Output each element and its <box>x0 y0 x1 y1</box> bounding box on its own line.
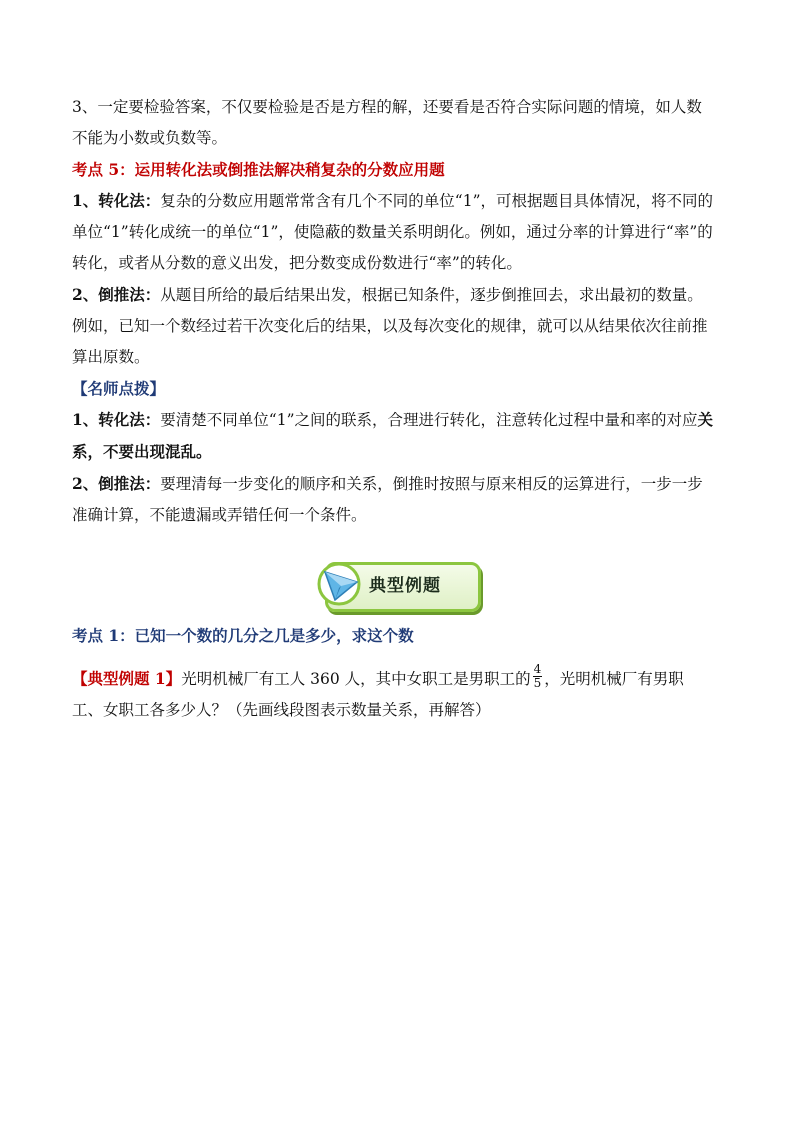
example1-text-before: 光明机械厂有工人 360 人，其中女职工是男职工的 <box>181 670 531 688</box>
banner-label: 典型例题 <box>369 576 441 596</box>
example1-line2: 工、女职工各多少人？（先画线段图表示数量关系，再解答） <box>72 701 491 719</box>
fraction-four-fifths <box>533 663 543 690</box>
tips-heading: 【名师点拨】 <box>72 379 166 398</box>
document-body <box>72 92 724 531</box>
backward-method-label: 2、倒推法： <box>72 285 161 304</box>
backward-line3: 算出原数。 <box>72 348 150 366</box>
kaodian1-heading: 考点 1：已知一个数的几分之几是多少，求这个数 <box>72 626 414 645</box>
tip2-line2: 准确计算，不能遗漏或弄错任何一个条件。 <box>72 506 367 524</box>
conversion-line1: 复杂的分数应用题常常含有几个不同的单位“1”，可根据题目具体情况，将不同的 <box>160 192 714 210</box>
tip1-line2: 系，不要出现混乱。 <box>72 442 212 461</box>
tip1-line1: 要清楚不同单位“1”之间的联系，合理进行转化，注意转化过程中量和率的对应 <box>160 411 698 429</box>
fraction-numerator: 4 <box>533 661 542 676</box>
kaodian5-heading: 考点 5：运用转化法或倒推法解决稍复杂的分数应用题 <box>72 160 445 179</box>
conversion-method-paragraph <box>72 185 724 279</box>
fraction-denominator: 5 <box>533 675 542 690</box>
item3-line1: 3、一定要检验答案，不仅要检验是否是方程的解，还要看是否符合实际问题的情境，如人数 <box>72 98 702 116</box>
tip1-line1-bold: 关 <box>697 410 714 429</box>
example1-text-after: ，光明机械厂有男职 <box>544 670 684 688</box>
example-section <box>72 620 724 726</box>
item3-paragraph <box>72 92 724 154</box>
tip1-paragraph <box>72 404 724 468</box>
example1-paragraph <box>72 663 724 726</box>
tip2-line1: 要理清每一步变化的顺序和关系，倒推时按照与原来相反的运算进行，一步一步 <box>160 475 703 493</box>
backward-line1: 从题目所给的最后结果出发，根据已知条件，逐步倒推回去，求出最初的数量。 <box>160 286 703 304</box>
backward-method-paragraph <box>72 279 724 373</box>
tip2-paragraph <box>72 468 724 531</box>
example1-tag: 【典型例题 1】 <box>72 669 182 688</box>
tip1-label: 1、转化法： <box>72 410 161 429</box>
item3-line2: 不能为小数或负数等。 <box>72 129 228 147</box>
conversion-line2: 单位“1”转化成统一的单位“1”，使隐蔽的数量关系明朗化。例如，通过分率的计算进行“率”的 <box>72 223 713 241</box>
paper-plane-icon <box>317 560 369 610</box>
tip2-label: 2、倒推法： <box>72 474 161 493</box>
backward-line2: 例如，已知一个数经过若干次变化后的结果，以及每次变化的规律，就可以从结果依次往前推 <box>72 317 708 335</box>
typical-example-banner <box>317 560 479 610</box>
conversion-line3: 转化，或者从分数的意义出发，把分数变成份数进行“率”的转化。 <box>72 254 522 272</box>
conversion-method-label: 1、转化法： <box>72 191 161 210</box>
